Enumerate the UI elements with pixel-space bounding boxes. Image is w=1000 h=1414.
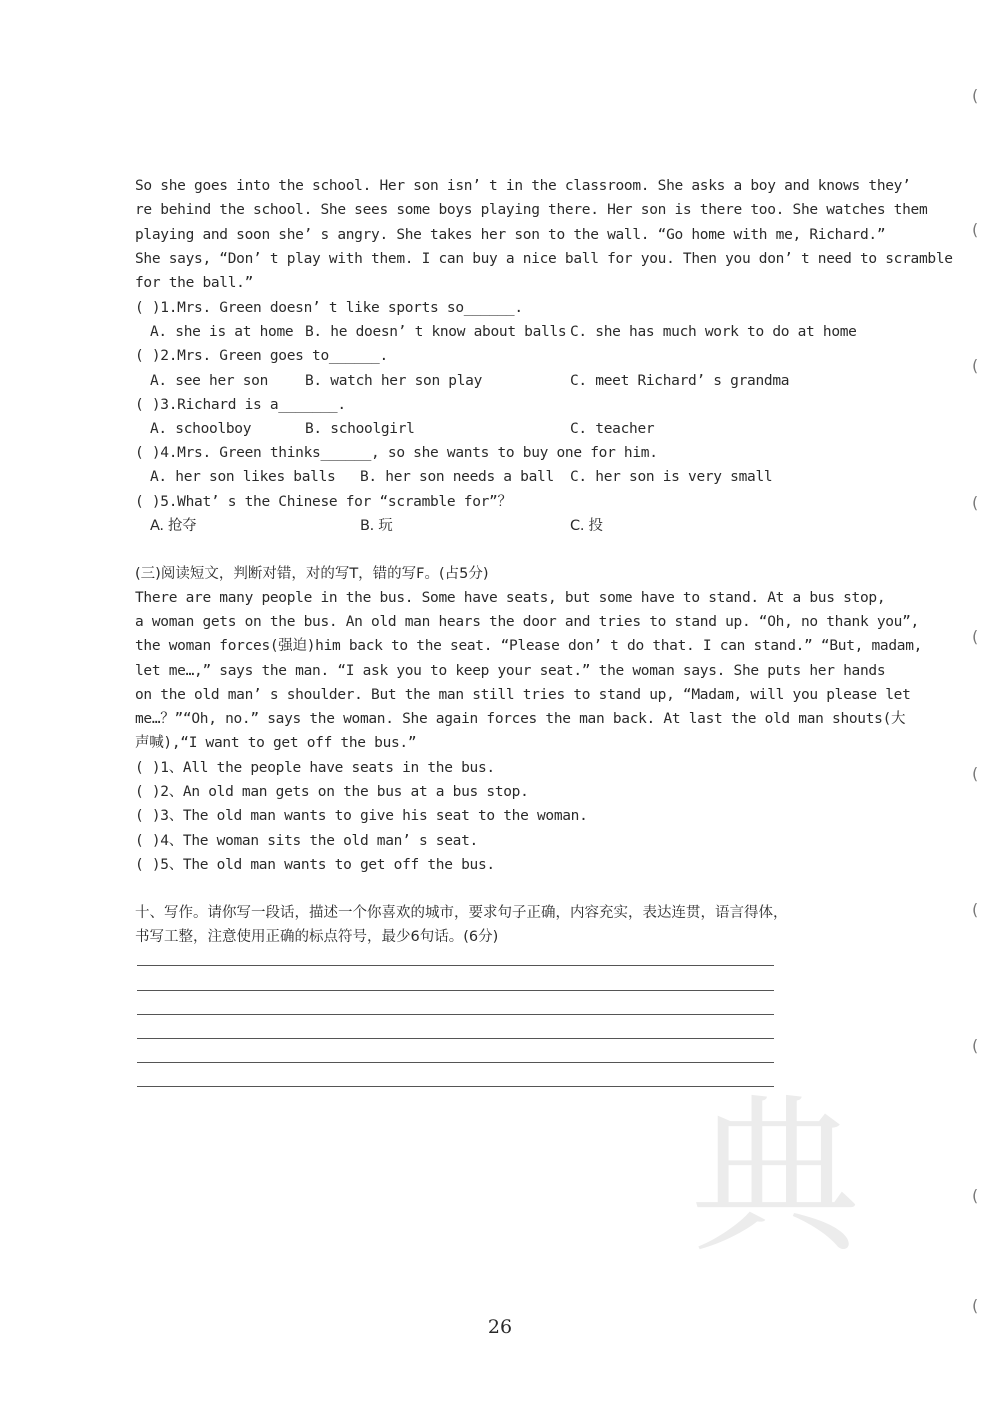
margin-mark: ( — [972, 356, 979, 375]
option-b: B. her son needs a ball — [360, 469, 554, 485]
option-c: C. her son is very small — [570, 469, 773, 485]
passage-line: playing and soon she’ s angry. She takes her son to the wall. “Go home with me, Richard.” — [135, 227, 886, 243]
statement-item: ( )1、All the people have seats in the bus. — [135, 760, 495, 776]
option-b: B. 玩 — [360, 518, 393, 534]
question-stem: ( )3.Richard is a_______. — [135, 397, 346, 413]
margin-mark: ( — [972, 1036, 979, 1055]
statement-item: ( )4、The woman sits the old man’ s seat. — [135, 833, 478, 849]
margin-mark: ( — [972, 86, 979, 105]
margin-mark: ( — [972, 1296, 979, 1315]
question-stem: ( )2.Mrs. Green goes to______. — [135, 348, 388, 364]
statement-item: ( )5、The old man wants to get off the bus. — [135, 857, 495, 873]
margin-mark: ( — [972, 220, 979, 239]
margin-mark: ( — [972, 900, 979, 919]
statement-item: ( )2、An old man gets on the bus at a bus stop. — [135, 784, 529, 800]
option-a: A. 抢夺 — [150, 518, 197, 534]
option-b: B. he doesn’ t know about balls — [305, 324, 567, 340]
option-a: A. schoolboy — [150, 421, 252, 437]
statement-item: ( )3、The old man wants to give his seat to the woman. — [135, 808, 588, 824]
passage-line: on the old man’ s shoulder. But the man still tries to stand up, “Madam, will you please let — [135, 687, 911, 703]
writing-line[interactable] — [137, 1086, 774, 1087]
passage-line: So she goes into the school. Her son isn’ t in the classroom. She asks a boy and knows they’ — [135, 178, 911, 194]
writing-prompt: 书写工整，注意使用正确的标点符号，最少6句话。(6分) — [135, 929, 499, 945]
passage-line: me…？”“Oh, no.” says the woman. She again forces the man back. At last the old man shouts(大 — [135, 711, 906, 727]
writing-line[interactable] — [137, 1062, 774, 1063]
margin-mark: ( — [972, 627, 979, 646]
page-number: 26 — [487, 1316, 513, 1338]
passage-line: for the ball.” — [135, 275, 254, 291]
margin-mark: ( — [972, 493, 979, 512]
passage-line: a woman gets on the bus. An old man hears the door and tries to stand up. “Oh, no thank you”, — [135, 614, 919, 630]
option-c: C. she has much work to do at home — [570, 324, 857, 340]
writing-line[interactable] — [137, 1038, 774, 1039]
question-stem: ( )5.What’ s the Chinese for “scramble for”？ — [135, 494, 512, 510]
option-b: B. watch her son play — [305, 373, 483, 389]
section-heading: (三)阅读短文，判断对错，对的写T，错的写F。(占5分) — [135, 566, 489, 582]
margin-mark: ( — [972, 764, 979, 783]
passage-line: let me…,” says the man. “I ask you to keep your seat.” the woman says. She puts her hands — [135, 663, 886, 679]
writing-line[interactable] — [137, 965, 774, 966]
writing-prompt: 十、写作。请你写一段话，描述一个你喜欢的城市，要求句子正确，内容充实，表达连贯，语言得体， — [135, 905, 788, 921]
passage-line: re behind the school. She sees some boys playing there. Her son is there too. She watches them — [135, 202, 928, 218]
passage-line: There are many people in the bus. Some have seats, but some have to stand. At a bus stop, — [135, 590, 886, 606]
option-c: C. meet Richard’ s grandma — [570, 373, 790, 389]
watermark: 典 — [690, 1079, 861, 1277]
passage-line: She says, “Don’ t play with them. I can buy a nice ball for you. Then you don’ t need to scramble — [135, 251, 953, 267]
option-b: B. schoolgirl — [305, 421, 415, 437]
passage-line: the woman forces(强迫)him back to the seat. “Please don’ t do that. I can stand.” “But, madam, — [135, 638, 923, 654]
question-stem: ( )1.Mrs. Green doesn’ t like sports so______. — [135, 300, 523, 316]
option-c: C. 投 — [570, 518, 603, 534]
margin-mark: ( — [972, 1186, 979, 1205]
option-a: A. she is at home — [150, 324, 294, 340]
writing-line[interactable] — [137, 990, 774, 991]
question-stem: ( )4.Mrs. Green thinks______, so she wants to buy one for him. — [135, 445, 658, 461]
option-c: C. teacher — [570, 421, 655, 437]
option-a: A. see her son — [150, 373, 269, 389]
option-a: A. her son likes balls — [150, 469, 336, 485]
passage-line: 声喊),“I want to get off the bus.” — [135, 735, 417, 751]
writing-line[interactable] — [137, 1014, 774, 1015]
